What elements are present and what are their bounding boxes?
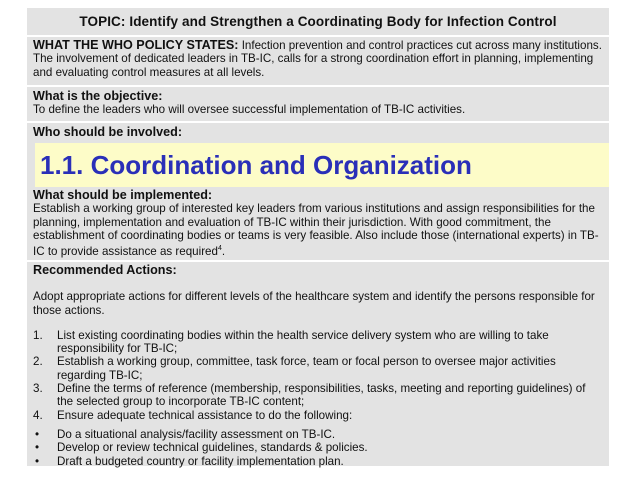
bullet-list [33, 428, 603, 468]
involved-section [33, 126, 603, 139]
actions-heading: Recommended Actions: [33, 263, 177, 277]
bullet-icon: • [35, 454, 40, 468]
bullet-icon: • [35, 441, 40, 455]
policy-heading: WHAT THE WHO POLICY STATES: [33, 38, 239, 52]
section-banner [35, 143, 609, 187]
item-text: List existing coordinating bodies within the health service delivery system who are willing to take responsibility for TB-IC; [57, 328, 549, 356]
bullet-text: Do a situational analysis/facility assessment on TB-IC. [57, 427, 336, 441]
item-number: 4. [33, 408, 43, 422]
policy-text: Infection prevention and control practices cut across many institutions. The involvement of dedicated leaders in TB-IC, calls for a strong coordination effort in planning, implementing and evaluating control measures at all levels. [33, 39, 602, 79]
divider [27, 35, 609, 37]
implemented-text [33, 202, 603, 258]
topic-title: TOPIC: Identify and Strengthen a Coordinating Body for Infection Control [79, 14, 557, 29]
bullet-item [33, 455, 603, 468]
banner-title: 1.1. Coordination and Organization [40, 149, 472, 180]
bullet-text: Draft a budgeted country or facility implementation plan. [57, 454, 344, 468]
divider [27, 121, 609, 123]
policy-section [33, 39, 603, 79]
item-text: Define the terms of reference (membership, responsibilities, tasks, meeting and reporting guidelines) of the selected group to incorporate TB-IC content; [57, 382, 586, 409]
item-number: 3. [33, 382, 43, 396]
item-number: 2. [33, 355, 43, 369]
document-panel [27, 8, 609, 466]
implemented-end: . [221, 245, 226, 259]
actions-list [33, 329, 603, 422]
bullet-icon: • [35, 427, 40, 441]
implemented-heading: What should be implemented: [33, 188, 213, 202]
divider [27, 260, 609, 262]
bullet-text: Develop or review technical guidelines, standards & policies. [57, 441, 368, 455]
list-item [33, 329, 603, 356]
list-item [33, 355, 603, 382]
bullet-item [33, 441, 603, 454]
divider [27, 85, 609, 87]
item-number: 1. [33, 328, 43, 342]
implemented-body: Establish a working group of interested key leaders from various institutions and assign responsibilities for the planning, implementation and evaluation of TB-IC within their jurisdiction. With good commitment, the establishment of coordinating bodies or teams is very feasible. Also include those (international experts) in TB-IC to provide assistance as required [33, 202, 599, 259]
actions-intro: Adopt appropriate actions for different levels of the healthcare system and identify the persons responsible for those actions. [33, 290, 595, 317]
list-item [33, 409, 603, 422]
list-item [33, 382, 603, 409]
objective-section [33, 90, 603, 117]
bullet-item [33, 428, 603, 441]
item-text: Establish a working group, committee, task force, team or focal person to oversee major activities regarding TB-IC; [57, 355, 556, 382]
objective-text: To define the leaders who will oversee successful implementation of TB-IC activities. [33, 103, 466, 117]
item-text: Ensure adequate technical assistance to do the following: [57, 408, 353, 422]
implemented-section [33, 189, 603, 258]
actions-section [33, 264, 603, 468]
involved-heading: Who should be involved: [33, 125, 183, 139]
objective-heading: What is the objective: [33, 89, 163, 103]
footnote-marker: 4 [217, 245, 222, 253]
